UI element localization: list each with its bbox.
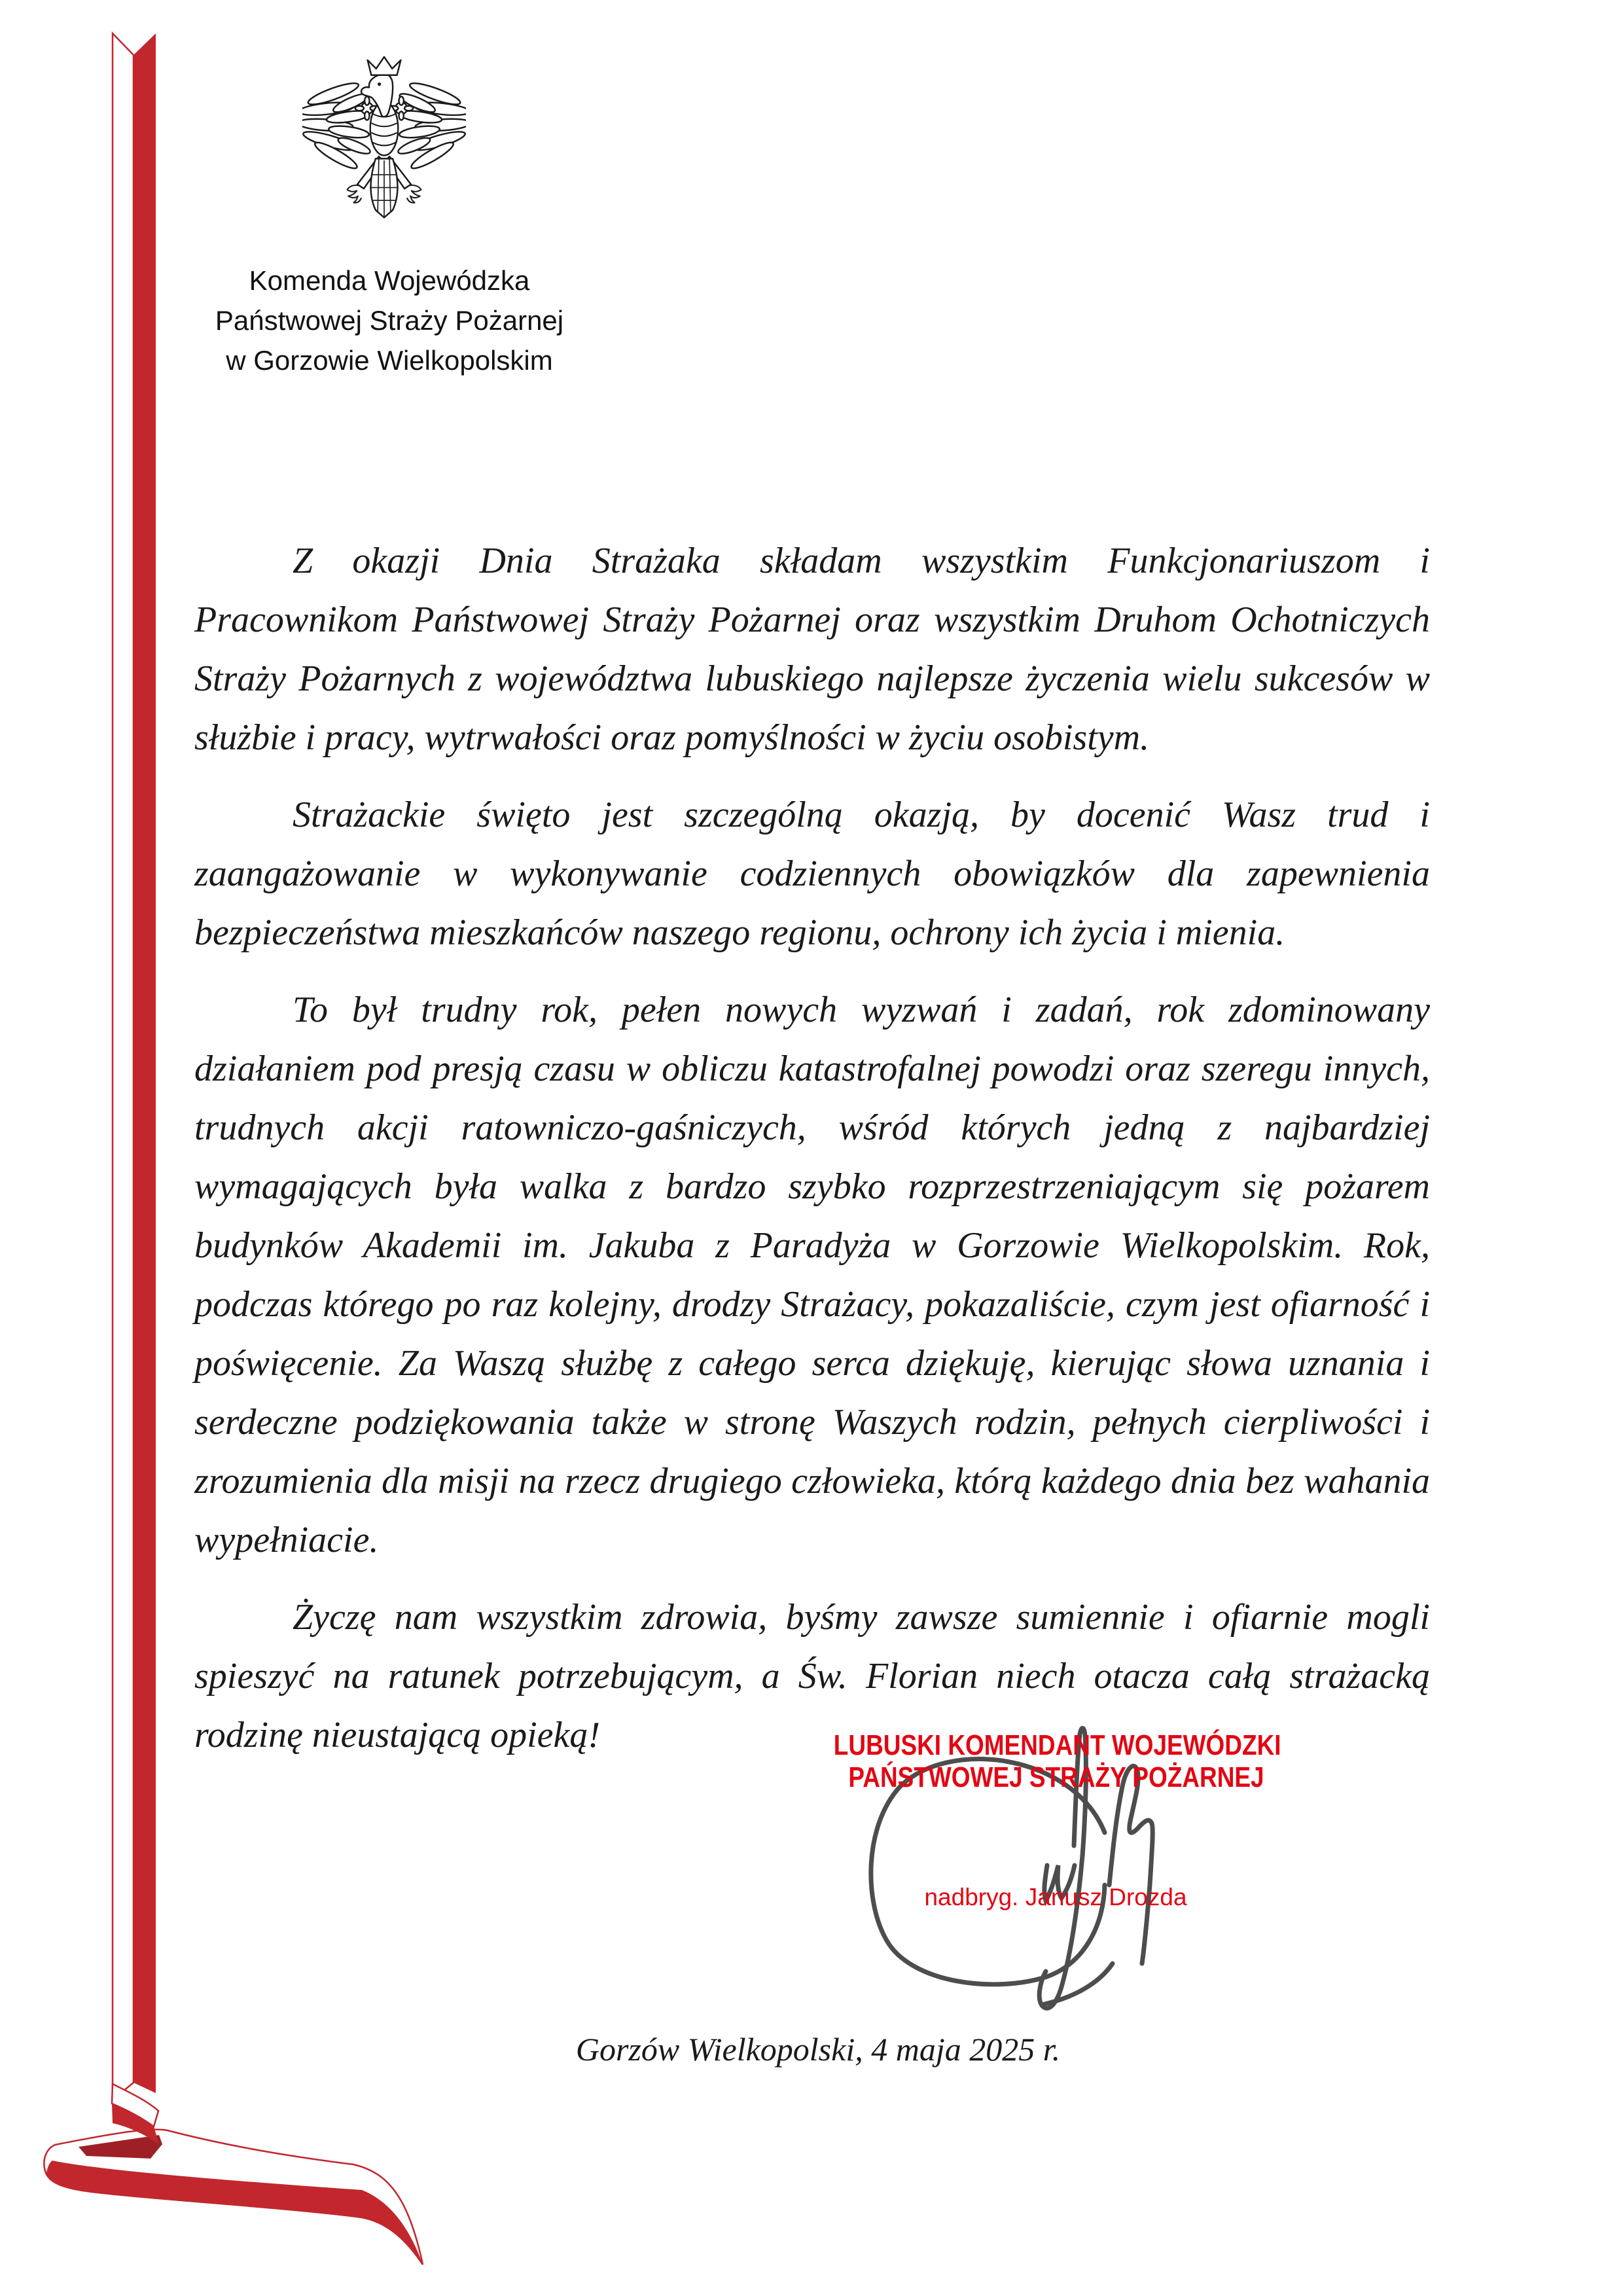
commander-title-line-1: LUBUSKI KOMENDANT WOJEWÓDZKI [833, 1729, 1281, 1761]
org-line-2: Państwowej Straży Pożarnej [215, 305, 564, 336]
paragraph-greeting: Z okazji Dnia Strażaka składam wszystkim Funkcjonariuszom i Pracownikom Państwowej Straży Pożarnej oraz wszystkim Druhom Ochotniczych Straży Pożarnych z województwa lubuskiego najlepsze życzenia wielu sukcesów w służbie i pracy, wytrwałości oraz pomyślności w życiu osobistym. [194, 541, 1430, 758]
commander-title-line-2: PAŃSTWOWEJ STRAŻY POŻARNEJ [848, 1761, 1264, 1793]
commander-name: nadbryg. Janusz Drozda [924, 1884, 1187, 1910]
paragraph-appreciation: Strażackie święto jest szczególną okazją, by docenić Wasz trud i zaangażowanie w wykonywanie codziennych obowiązków dla zapewnienia bezpieczeństwa mieszkańców naszego regionu, ochrony ich życia i mienia. [194, 795, 1430, 953]
commander-title [834, 1729, 1279, 1793]
place-and-date: Gorzów Wielkopolski, 4 maja 2025 r. [575, 2031, 1061, 2068]
org-line-1: Komenda Wojewódzka [249, 265, 530, 296]
org-line-3: w Gorzowie Wielkopolskim [226, 345, 553, 376]
paragraph-year-summary: To był trudny rok, pełen nowych wyzwań i zadań, rok zdominowany działaniem pod presją czasu w obliczu katastrofalnej powodzi oraz szeregu innych, trudnych akcji ratowniczo-gaśniczych, wśród których jedną z najbardziej wymagających była walka z bardzo szybko rozprzestrzeniającym się pożarem budynków Akademii im. Jakuba z Paradyża w Gorzowie Wielkopolskim. Rok, podczas którego po raz kolejny, drodzy Strażacy, pokazaliście, czym jest ofiarność i poświęcenie. Za Waszą służbę z całego serca dziękuję, kierując słowa uznania i serdeczne podziękowania także w stronę Waszych rodzin, pełnych cierpliwości i zrozumienia dla misji na rzecz drugiego człowieka, którą każdego dnia bez wahania wypełniacie. [194, 990, 1430, 1560]
paragraph-wishes: Życzę nam wszystkim zdrowia, byśmy zawsze sumiennie i ofiarnie mogli spieszyć na ratunek potrzebującym, a Św. Florian niech otacza całą strażacką rodzinę nieustającą opieką! [194, 1597, 1430, 1755]
